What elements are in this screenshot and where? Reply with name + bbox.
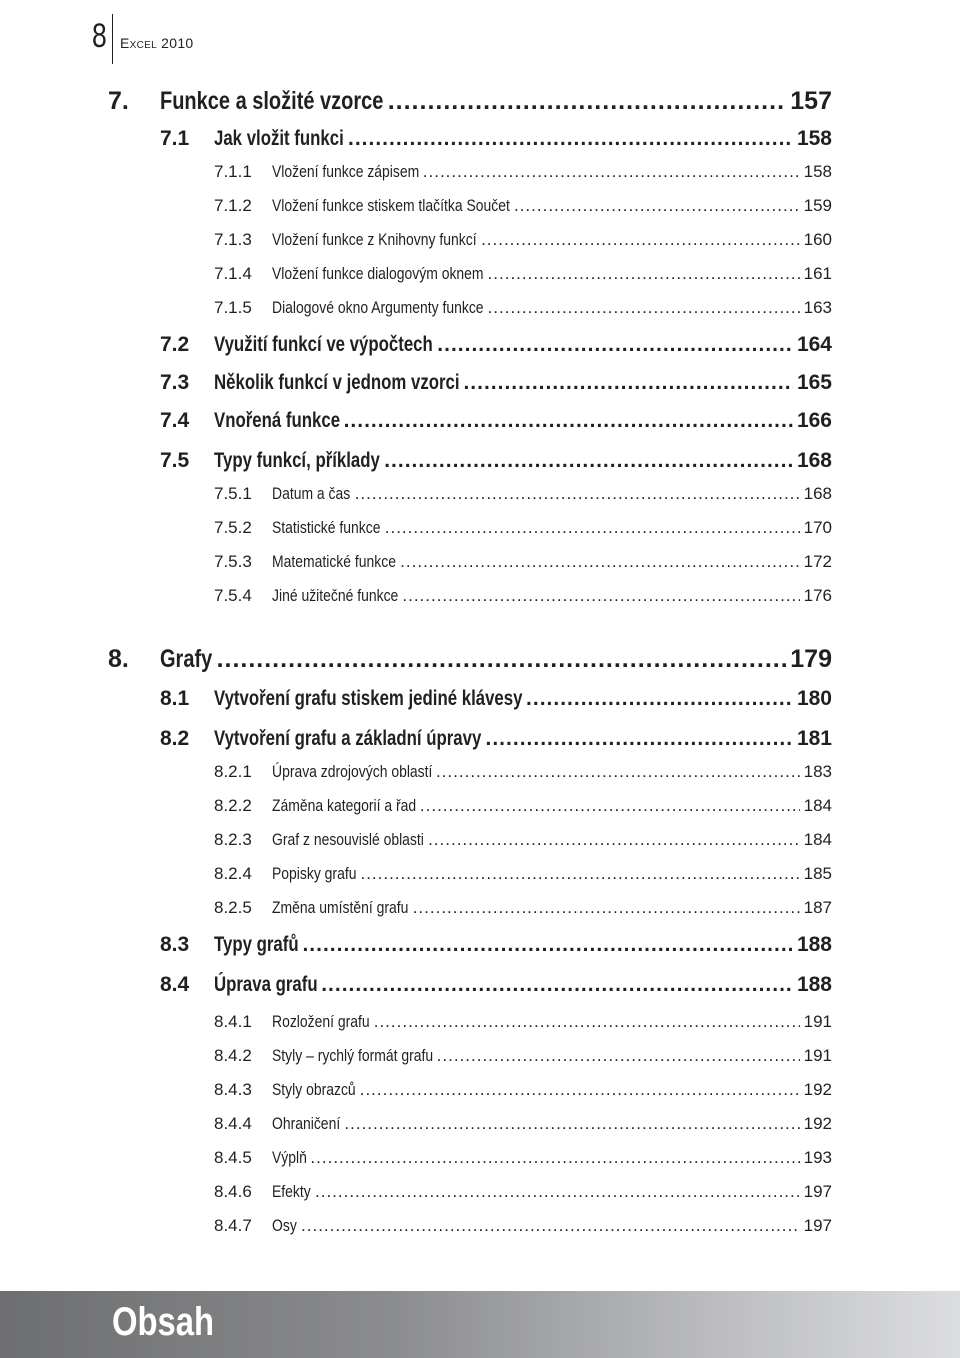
toc-entry-title: Úprava zdrojových oblastí [272,762,433,781]
section-label: Obsah [112,1300,215,1344]
toc-entry-page: 188 [796,973,832,996]
toc-entry-page: 176 [803,586,832,605]
dot-leader [423,160,800,184]
toc-entry-title: Vložení funkce zápisem [272,162,420,181]
toc-entry-page: 192 [803,1080,832,1099]
toc-entry [214,760,832,784]
toc-entry-page: 184 [803,830,832,849]
toc-entry-title: Datum a čas [272,484,351,503]
toc-entry-number: 8.4.5 [214,1148,252,1167]
dot-leader [463,368,792,398]
dot-leader [486,724,793,754]
toc-entry-number: 7.1.3 [214,230,252,249]
toc-entry-page: 164 [796,333,832,356]
toc-entry [160,368,832,398]
dot-leader [360,862,799,886]
toc-entry-title: Několik funkcí v jednom vzorci [214,371,460,394]
toc-entry-page: 172 [803,552,832,571]
toc-entry-title: Vložení funkce z Knihovny funkcí [272,230,477,249]
toc-entry-number: 7.5.4 [214,586,252,605]
toc-entry-title: Styly – rychlý formát grafu [272,1046,434,1065]
toc-entry [214,160,832,184]
toc-entry-title: Vložení funkce stiskem tlačítka Součet [272,196,510,215]
dot-leader [488,262,800,286]
toc-entry-title: Statistické funkce [272,518,381,537]
toc-entry [160,406,832,436]
toc-entry [214,862,832,886]
toc-entry-title: Matematické funkce [272,552,396,571]
toc-entry-number: 7.5.1 [214,484,252,503]
dot-leader [301,1214,800,1238]
header-divider [112,14,113,64]
toc-entry-page: 165 [796,371,832,394]
toc-entry-title: Dialogové okno Argumenty funkce [272,298,484,317]
toc-entry-page: 185 [803,864,832,883]
toc-entry-number: 8.2.4 [214,864,252,883]
toc-entry [214,1180,832,1204]
toc-entry-title: Jak vložit funkci [214,127,344,150]
toc-entry-title: Jiné užitečné funkce [272,586,399,605]
dot-leader [514,194,800,218]
dot-leader [420,794,800,818]
toc-entry-page: 157 [790,87,832,115]
toc-entry-page: 192 [803,1114,832,1133]
toc-entry-page: 183 [803,762,832,781]
toc-entry-page: 159 [803,196,832,215]
toc-entry-number: 8.4.7 [214,1216,252,1235]
toc-entry-number: 7.5.2 [214,518,252,537]
toc-entry [214,1146,832,1170]
toc-entry [160,446,832,476]
dot-leader [310,1146,799,1170]
toc-entry-number: 8.1 [160,687,190,710]
toc-entry [214,228,832,252]
toc-entry-title: Vytvoření grafu a základní úpravy [214,727,482,750]
toc-entry [160,684,832,714]
dot-leader [402,584,799,608]
toc-entry-page: 179 [790,645,832,673]
toc-entry-title: Typy funkcí, příklady [214,449,380,472]
dot-leader [355,482,800,506]
toc-entry [214,296,832,320]
toc-entry-title: Grafy [160,645,213,673]
toc-entry-number: 7.5 [160,449,190,472]
dot-leader [385,516,800,540]
dot-leader [302,930,793,960]
toc-entry-page: 191 [803,1046,832,1065]
toc-entry [160,930,832,960]
toc-entry-page: 160 [803,230,832,249]
dot-leader [413,896,800,920]
toc-entry-page: 161 [803,264,832,283]
toc-entry [108,84,832,118]
toc-entry-number: 8. [108,645,129,673]
toc-entry-number: 8.2.3 [214,830,252,849]
toc-entry [160,724,832,754]
dot-leader [488,296,800,320]
toc-entry-page: 191 [803,1012,832,1031]
toc-entry-number: 7.4 [160,409,190,432]
toc-entry-number: 7.1.5 [214,298,252,317]
toc-entry [214,896,832,920]
toc-entry [214,1010,832,1034]
toc-entry [160,330,832,360]
dot-leader [481,228,800,252]
toc-entry-title: Popisky grafu [272,864,357,883]
dot-leader [384,446,793,476]
toc-entry [214,1078,832,1102]
toc-entry-number: 7.2 [160,333,190,356]
toc-entry-title: Ohraničení [272,1114,341,1133]
toc-entry-title: Výplň [272,1148,307,1167]
toc-entry-number: 8.4.3 [214,1080,252,1099]
toc-entry [214,194,832,218]
toc-entry-title: Úprava grafu [214,973,318,996]
dot-leader [348,124,793,154]
toc-entry-number: 8.4.4 [214,1114,252,1133]
toc-entry [214,794,832,818]
toc-entry-number: 7.3 [160,371,190,394]
toc-entry-page: 197 [803,1216,832,1235]
toc-entry-page: 168 [796,449,832,472]
toc-entry-number: 8.4.1 [214,1012,252,1031]
toc-entry-title: Graf z nesouvislé oblasti [272,830,424,849]
toc-entry-page: 170 [803,518,832,537]
toc-entry-title: Záměna kategorií a řad [272,796,417,815]
dot-leader [217,642,787,676]
toc-entry [214,516,832,540]
toc-entry-number: 8.2.1 [214,762,252,781]
toc-entry [214,828,832,852]
toc-entry-number: 7.1.1 [214,162,252,181]
toc-entry-number: 8.4.2 [214,1046,252,1065]
toc-entry-title: Funkce a složité vzorce [160,87,384,115]
toc-entry-number: 8.4.6 [214,1182,252,1201]
dot-leader [360,1078,800,1102]
toc-entry [214,550,832,574]
dot-leader [437,1044,800,1068]
toc-entry-number: 7.5.3 [214,552,252,571]
toc-entry-page: 187 [803,898,832,917]
toc-entry-page: 158 [803,162,832,181]
toc-entry-page: 168 [803,484,832,503]
page-number: 8 [92,17,107,55]
toc-entry [214,1044,832,1068]
toc-entry [160,970,832,1000]
toc-entry-number: 7.1.2 [214,196,252,215]
toc-entry-title: Změna umístění grafu [272,898,409,917]
toc-entry-number: 8.2.5 [214,898,252,917]
toc-entry-title: Rozložení grafu [272,1012,370,1031]
toc-entry-page: 193 [803,1148,832,1167]
toc-entry-title: Styly obrazců [272,1080,356,1099]
dot-leader [428,828,800,852]
toc-entry [214,482,832,506]
dot-leader [321,970,793,1000]
toc-entry [214,262,832,286]
toc-entry-title: Vnořená funkce [214,409,341,432]
dot-leader [526,684,793,714]
dot-leader [344,1112,799,1136]
toc-entry-page: 180 [796,687,832,710]
toc-entry-number: 8.2 [160,727,190,750]
dot-leader [400,550,799,574]
toc-entry-title: Využití funkcí ve výpočtech [214,333,433,356]
toc-entry-title: Vložení funkce dialogovým oknem [272,264,484,283]
dot-leader [436,760,800,784]
toc-entry [214,1214,832,1238]
dot-leader [315,1180,800,1204]
toc-entry [160,124,832,154]
toc-entry-page: 181 [796,727,832,750]
toc-entry-number: 8.3 [160,933,190,956]
toc-entry-number: 7.1.4 [214,264,252,283]
toc-entry-title: Efekty [272,1182,311,1201]
toc-entry-page: 163 [803,298,832,317]
toc-entry-title: Osy [272,1216,297,1235]
toc-entry-number: 8.4 [160,973,190,996]
dot-leader [374,1010,800,1034]
toc-entry-page: 166 [796,409,832,432]
toc-entry-title: Typy grafů [214,933,299,956]
toc-entry [214,584,832,608]
toc-entry [214,1112,832,1136]
toc-entry-number: 8.2.2 [214,796,252,815]
toc-entry [108,642,832,676]
book-title: Excel 2010 [120,35,194,51]
toc-entry-number: 7. [108,87,129,115]
dot-leader [388,84,787,118]
dot-leader [437,330,793,360]
toc-entry-number: 7.1 [160,127,190,150]
dot-leader [344,406,793,436]
toc-entry-page: 197 [803,1182,832,1201]
toc-entry-page: 188 [796,933,832,956]
toc-entry-page: 184 [803,796,832,815]
toc-entry-page: 158 [796,127,832,150]
toc-entry-title: Vytvoření grafu stiskem jediné klávesy [214,687,523,710]
